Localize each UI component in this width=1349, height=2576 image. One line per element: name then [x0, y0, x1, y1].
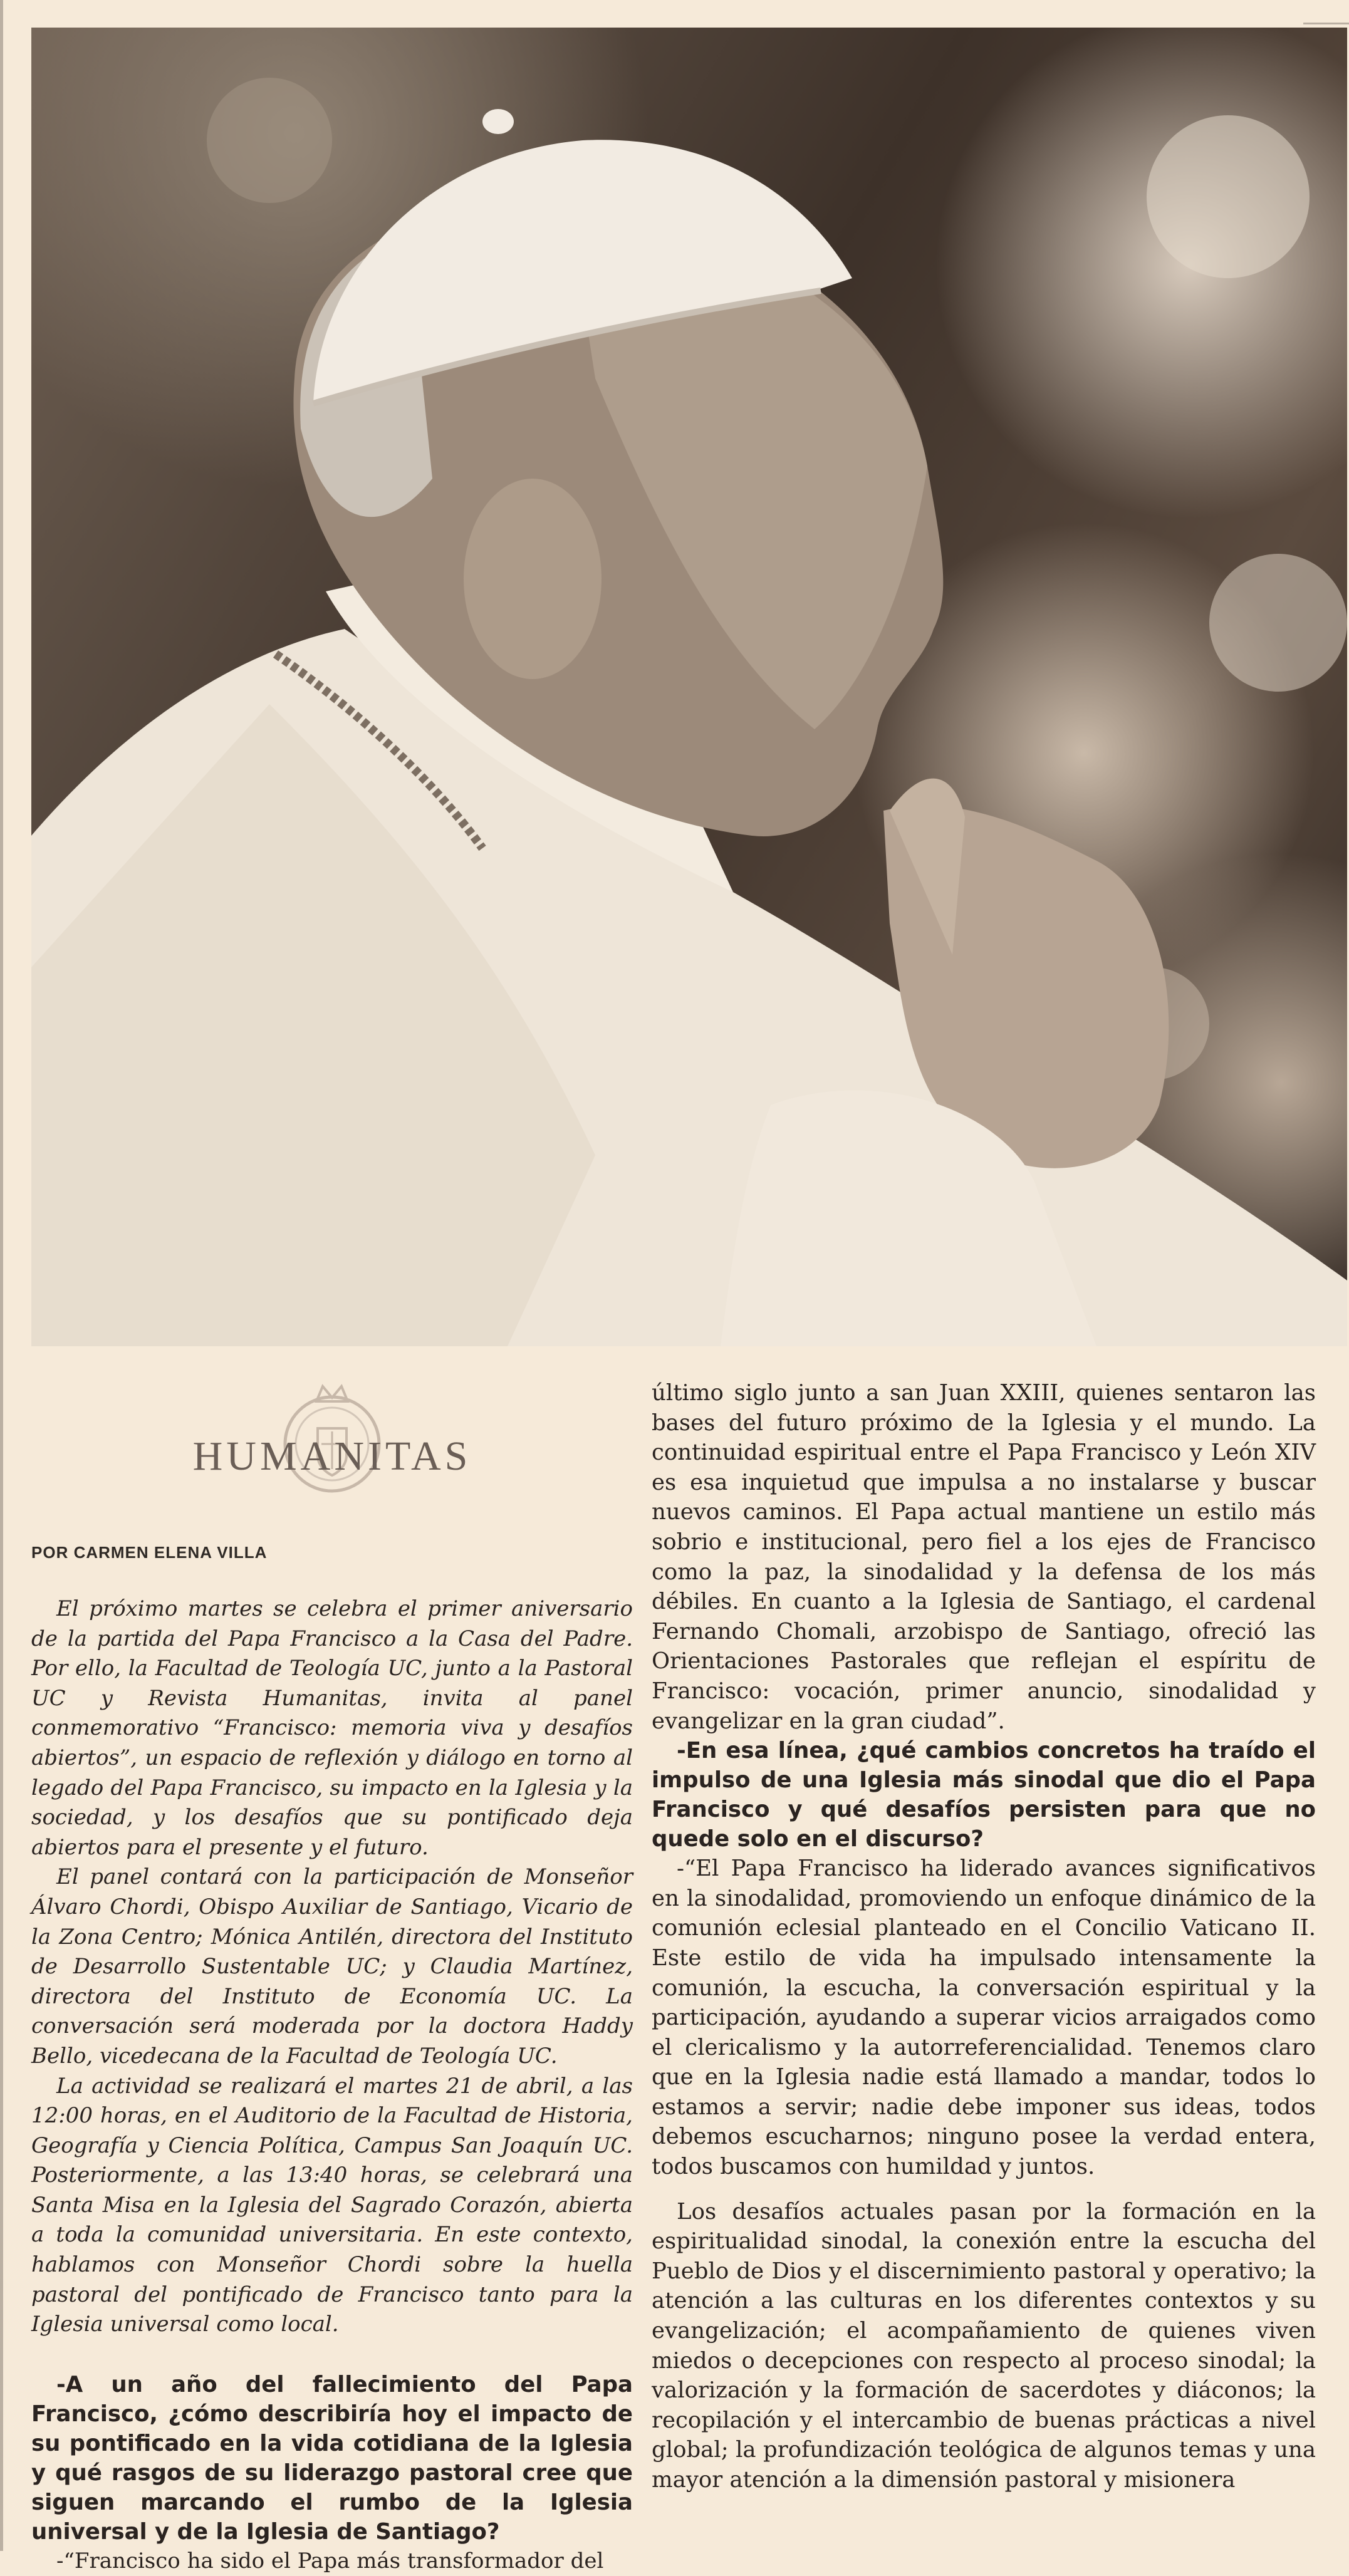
question-2: -En esa línea, ¿qué cambios concretos ha traído el impulso de una Iglesia más sinodal que dio el Papa Francisco y qué desafíos persisten para que no quede solo en el discurso? — [652, 1738, 1316, 1852]
answer-2-paragraph: -“El Papa Francisco ha liderado avances significativos en la sinodalidad, promoviendo un enfoque dinámico de la comunión eclesial planteado en el Concilio Vaticano II. Este estilo de vida ha impulsado intensamente la comunión, la escucha, la conversación espiritual y la participación, ayudando a superar vicios arraigados como el clericalismo y la autorreferencialidad. Tenemos claro que en la Iglesia nadie está llamado a mandar, todos lo estamos a servir; nadie debe imponer sus ideas, todos debemos escucharnos; ninguno posee la verdad entera, todos buscamos con humildad y juntos. — [652, 1856, 1316, 2180]
intro-paragraph: El panel contará con la participación de Monseñor Álvaro Chordi, Obispo Auxiliar de Santiago, Vicario de la Zona Centro; Mónica Antilén, directora del Instituto de Desarrollo Sustentable UC; y Claudia Martínez, directora del Instituto de Economía UC. La conversación será moderada por la doctora Haddy Bello, vicedecana de la Facultad de Teología UC. — [31, 1864, 633, 2069]
pope-francis-photo — [31, 28, 1347, 1346]
article-column-right — [652, 1378, 1316, 2495]
pope-figure — [31, 28, 1347, 1346]
answer-1-continued: último siglo junto a san Juan XXIII, quienes sentaron las bases del futuro próximo de la Iglesia y el mundo. La continuidad espiritual entre el Papa Francisco y León XIV es esa inquietud que impulsa a no instalarse y buscar nuevos caminos. El Papa actual mantiene un estilo más sobrio e institucional, pero fiel a los ejes de Francisco como la paz, la sinodalidad y la defensa de los más débiles. En cuanto a la Iglesia de Santiago, el cardenal Fernando Chomali, arzobispo de Santiago, ofreció las Orientaciones Pastorales que reflejan el espíritu de Francisco: vocación, primer anuncio, sinodalidad y evangelizar en la gran ciudad”. — [652, 1380, 1316, 1734]
question-1: -A un año del fallecimiento del Papa Francisco, ¿cómo describiría hoy el impacto de su pontificado en la vida cotidiana de la Iglesia y qué rasgos de su liderazgo pastoral cree que siguen marcando el rumbo de la Iglesia universal y de la Iglesia de Santiago? — [31, 2371, 633, 2545]
page-edge-line — [0, 0, 3, 2551]
answer-2-paragraph: Los desafíos actuales pasan por la formación en la espiritualidad sinodal, la conexión entre la escucha del Pueblo de Dios y el discernimiento pastoral y operativo; la atención a las culturas en los diferentes contextos y su evangelización; el acompañamiento de quienes viven miedos o decepciones con respecto al proceso sinodal; la valorización y la formación de sacerdotes y diáconos; la recopilación y el intercambio de buenas prácticas a nivel global; la profundización teológica de algunos temas y una mayor atención a la dimensión pastoral y misionera — [652, 2198, 1316, 2493]
top-rule — [1303, 23, 1349, 24]
intro-paragraph: La actividad se realizará el martes 21 de abril, a las 12:00 horas, en el Auditorio de la Facultad de Historia, Geografía y Ciencia Política, Campus San Joaquín UC. Posteriormente, a las 13:40 horas, se celebrará una Santa Misa en la Iglesia del Sagrado Corazón, abierta a toda la comunidad universitaria. En este contexto, hablamos con Monseñor Chordi sobre la huella pastoral del pontificado de Francisco tanto para la Iglesia universal como local. — [31, 2073, 633, 2337]
byline: POR CARMEN ELENA VILLA — [31, 1543, 268, 1562]
article-column-left — [31, 1594, 633, 2576]
intro-paragraph: El próximo martes se celebra el primer aniversario de la partida del Papa Francisco a la Casa del Padre. Por ello, la Facultad de Teología UC, junto a la Pastoral UC y Revista Humanitas, invita al panel conmemorativo “Francisco: memoria viva y desafíos abiertos”, un espacio de reflexión y diálogo en torno al legado del Papa Francisco, su impacto en la Iglesia y la sociedad, y los desafíos que su pontificado deja abiertos para el presente y el futuro. — [31, 1596, 633, 1860]
answer-1-start: -“Francisco ha sido el Papa más transformador del — [56, 2548, 604, 2573]
logo-wordmark: HUMANITAS — [192, 1433, 472, 1479]
humanitas-logo — [182, 1381, 482, 1494]
